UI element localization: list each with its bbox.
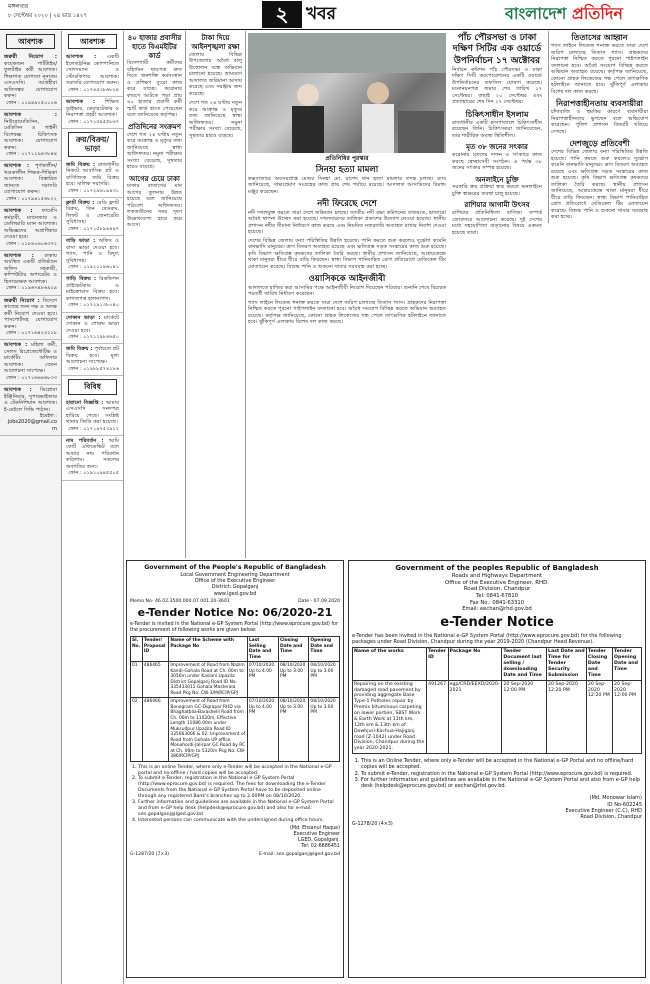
classified-ad-title: আবশ্যক : [4, 342, 32, 349]
masthead-day: মঙ্গলবার [8, 3, 29, 10]
classifieds-column-1 [0, 31, 62, 984]
story-body: রাজধানীর একটি হাসপাতালে চিকিৎসাধীন রয়েছেন তিনি। চিকিৎসকরা জানিয়েছেন, তার শারীরিক অবস্থা স্থিতিশীল। [452, 119, 542, 139]
table-header-cell: Tender/ Proposal ID [142, 637, 168, 662]
tender-note: 3. Further information and guidelines are available in the National e-GP System Portal and from e-GP help desk (helpdesk@eprocure.gov.bd) and also for e-mail: sen.gopalganj@lged.gov.bd [138, 800, 340, 818]
photo-caption: প্রতিনিধির পুরস্কার [325, 155, 369, 162]
classified-ad-phone: ফোন : ০১৭৯৪১৫৬৮২২ [6, 195, 57, 202]
table-cell: 08/10/2020 Up to 3.00 PM [309, 698, 340, 762]
story-body: নির্বাচন কমিশন পাঁচ পৌরসভা ও ঢাকা দক্ষিণ সিটি করপোরেশনের একটি ওয়ার্ডে উপনির্বাচনের তফসিল ঘোষণা করেছে। মনোনয়নপত্র জমার শেষ তারিখ ১৭ সেপ্টেম্বর। বাছাই ২০ সেপ্টেম্বর এবং প্রত্যাহারের শেষ দিন ২৭ সেপ্টেম্বর। [452, 66, 542, 106]
story-right-box [548, 31, 650, 223]
story-body: সরকারি ক্রয় প্রক্রিয়া স্বচ্ছ করতে অনলাইনে চুক্তি স্বাক্ষরের ব্যবস্থা চালু হয়েছে। [452, 184, 542, 197]
classified-ad-text: নিউরোমেডিসিন, মেডিসিন ও গাইনী বিশেষজ্ঞ চিকিৎসক আবশ্যক। যোগাযোগ করুন। [4, 118, 57, 151]
signature-office: Road Division, Chandpur [580, 814, 642, 821]
tender-tel: Tel: 0841-67810 [476, 593, 518, 599]
classified-ad-title: আবশ্যক : [4, 252, 45, 259]
news-column-b [186, 31, 246, 558]
tender-office: Office of the Executive Engineer [194, 578, 276, 584]
classified-ad-title: জরুরী নিয়োগ : [4, 54, 57, 61]
classified-ad-text: একটি ইলেকট্রনিক্স কোম্পানিতে সেলসম্যান ও স্টোরকিপার আবশ্যক। সরাসরি যোগাযোগ করুন। [66, 54, 119, 87]
story-body: রাশিয়ার প্রতিনিধিদল বাণিজ্য সম্পর্ক জোরদারে আলোচনা করেছে। দুই দেশের মধ্যে সহযোগিতা বাড়ানোর বিষয়ে একমত হয়েছে তারা। [452, 210, 542, 236]
table-cell: Improvement of Road from Bonogram GC-Digrapar RHD via Bhaghatbila-Barashelil Road from Ch. 00m to 11020m, Effective Length 11086.00m under Muksudpur Upazila Road ID 335663006 & 02. Improvement of Road from Gohala UP office Monohordi-Jalirpar GC Road by RC at Ch. 00m to 5320m Pkg No. CW-386/RCIP/GPJ [170, 699, 246, 760]
table-cell: 20 Sep-2020 12:20 PM [546, 680, 586, 754]
classified-ad [0, 296, 61, 341]
classified-ad-title: আবশ্যক : [4, 112, 57, 119]
table-header-cell: Tender ID [427, 648, 448, 680]
tender-intro: e-Tender has been invited in the National e-GP System Portal (http://www.eprocure.gov.bd) for the following packages under Road Division, Chandpur during the year 2019-2020 (Chandpur Head Revenue). [352, 632, 622, 645]
classified-ad-text: আমার এসএসসি সনদপত্র হারিয়ে গেছে। সংশ্লিষ্ট থানায় জিডি করা হয়েছে। [66, 399, 119, 425]
tender-notice-rhd [348, 560, 646, 978]
story-body: বিদেশগামী কর্মীদের বহির্গমন ছাড়পত্র দ্রুত দিতে জনশক্তি কর্মসংস্থান ও প্রশিক্ষণ ব্যুরো কাজ করে যাচ্ছে। করোনার কারণে আটকে পড়া প্রায় ৪০ হাজার প্রবাসী কর্মী স্মার্ট কার্ড হাতে পেয়েছেন বলে জানিয়েছে কর্তৃপক্ষ। [127, 60, 182, 119]
story-body-continued: গ্যাস লাইনে লিকেজ শনাক্ত করতে সারা দেশে জরিপ চালাচ্ছে তিতাস গ্যাস। গ্রাহকদের নিরাপত্তা নিশ্চিত করতে পুরনো পাইপলাইন বদলানো হবে। অবৈধ সংযোগ বিচ্ছিন্ন করতে অভিযান অব্যাহত রয়েছে। কর্তৃপক্ষ জানিয়েছে, কোনো গ্রাহক লিকেজের গন্ধ পেলে তাৎক্ষণিক হটলাইনে জানাতে হবে। ঝুঁকিপূর্ণ এলাকায় বিশেষ দল কাজ করছে। [248, 299, 446, 326]
story-title: তিতাসের আহ্বান [571, 33, 628, 42]
classifieds-heading-2: আবশ্যক [68, 34, 117, 49]
table-row [131, 662, 340, 698]
photo-person-head [297, 84, 319, 106]
classified-ad-text: অফিস ও বাসা ভাড়া দেওয়া হবে। গ্যাস, পানি ও বিদ্যুৎ সুবিধাসহ। [66, 238, 119, 264]
tender-notes [130, 765, 340, 824]
tender-memo: Memo No- 46.02.3500.000.07.001.20-3601 [130, 598, 230, 604]
tender-note: 1. This is an Online Tender, where only e-Tender will be accepted in the National e-GP Portal and no offline/hard copies will be accepted. [361, 758, 642, 771]
story-title: নিরাপত্তাহীনতায় ব্যবসায়ীরা [556, 99, 643, 108]
classified-ad-text: রিকন্ডিশন প্রাইভেটকার ও মাইক্রোবাস বিক্রয় হবে। কাগজপত্র হালনাগাদ। [66, 276, 119, 302]
story-title: ওয়াসিককে আইনজীবী [308, 274, 386, 285]
table-cell: 08/10/2020 Up to 3.00 PM [278, 698, 308, 762]
story-title: অনলাইনে চুক্তি [475, 175, 519, 184]
story-body-continued: দেশের বিভিন্ন জেলায় বন্যা পরিস্থিতির উন্নতি হয়েছে। পানি কমতে শুরু করলেও দুর্ভোগ কমেনি বানভাসি মানুষের। ত্রাণ বিতরণ অব্যাহত রয়েছে এবং ক্ষতিগ্রস্ত সড়ক সংস্কারের কাজ শুরু হয়েছে। কৃষি বিভাগ ক্ষতিগ্রস্ত কৃষকদের তালিকা তৈরি করছে। স্থানীয় প্রশাসন জানিয়েছে, আশ্রয়কেন্দ্রে থাকা মানুষরা ধীরে ধীরে বাড়ি ফিরছেন। স্বাস্থ্য বিভাগ পানিবাহিত রোগ প্রতিরোধে মেডিকেল টিম মোতায়েন করেছে। বিশুদ্ধ পানি ও শুকনো খাবার সরবরাহ করা হচ্ছে। [248, 237, 446, 270]
table-cell: 08/10/2020 Up to 3.00 PM [278, 662, 308, 698]
table-cell: 07/10/2020 Up to 4.00 PM [247, 698, 278, 762]
classified-ad [0, 206, 61, 251]
table-header-cell: Tender Opening Date and Time [613, 648, 642, 680]
story-body: জেলার বিভিন্ন উপজেলায় অবৈধ বালু উত্তোলন বন্ধে অভিযান চালানো হয়েছে। ভ্রাম্যমাণ আদালত জরিমানা আদায় করেছে এবং সরঞ্জাম জব্দ করেছে। [189, 51, 242, 97]
news-column-a [124, 31, 186, 558]
photo-person-head [367, 82, 389, 104]
tender-memo-row [130, 599, 340, 605]
tender-gov: Government of the peoples Republic of Bangladesh [395, 564, 599, 572]
table-cell: Repairing on the existing damaged road pavement by providing aggregate Base Type-1 Potholes repair by Premix bituminous carpeting on lower portion, SBST Work & Earth Work at 11th km, 12th km & 13th km of Dowhjuri-Kachua-Hajiganj road (Z-1042) under Road Division, Chandpur during the year 2020-2021. [353, 680, 427, 754]
classified-ad-text: মহিলা কর্মী, সেলস রিপ্রেজেন্টেটিভ ও মার্কেটিং অফিসার আবশ্যক। বেতন আলোচনা সাপেক্ষে। [4, 342, 57, 375]
table-row [353, 680, 642, 754]
table-header-cell: Tender Document last selling / downloading Date and Time [502, 648, 547, 680]
tender-intro: e-Tender is invited in the National e-GP System Portal (http://www.eprocure.gov.bd) for the procurement of following works are given below: [130, 622, 338, 634]
tender-ref: G-1287/20 (7×3) [130, 852, 170, 858]
tender-district: District: Gopalganj [211, 584, 259, 591]
classified-ad-text: বিদেশে কাজের জন্য দক্ষ ও অদক্ষ কর্মী নিয়োগ দেওয়া হবে। পাসপোর্টসহ যোগাযোগ করুন। [4, 297, 57, 330]
signature-title: Executive Engineer (C.C), RHD [565, 807, 642, 814]
photo-person-body [292, 106, 324, 153]
table-cell: 486465 [142, 662, 168, 698]
brand-logo-part2: প্রতিদিন [571, 4, 623, 23]
classified-ad-phone: ফোন : ০১৭১৫৪৫৫৮৬৭ [68, 118, 119, 125]
story-title: দেশজুড়ে প্রতিবেশী [569, 139, 630, 148]
table-cell: Improvement of Road from Nazim Kandi-Gohala Road at Ch. 00m to 3056m under Kasiani Upazila District Gopalganj Road ID No. 335433011 Gohala Masterala Road Pkg No: CW-3/M/RCIP/GPJ [169, 662, 248, 698]
classified-ad [0, 340, 61, 385]
classified-ad-title: জমি বিক্রয় : [66, 161, 99, 168]
classified-ad [62, 344, 123, 376]
classified-ad-phone: ফোন : ০১৯২০১৪৬০৪১ [68, 264, 119, 271]
story-title: মৃত ৩৮ জনের সৎকার [466, 143, 528, 152]
classified-ad [62, 52, 123, 97]
brand-logo-part1: বাংলাদেশ [505, 4, 572, 23]
classified-ad-phone: ফোন : ০১৭১৬৪২৩২১৮ [6, 330, 57, 337]
tender-gov: Government of the People's Republic of Bangladesh [144, 564, 326, 571]
news-photo-figures [248, 33, 446, 153]
table-header-cell: Sl. No. [131, 637, 143, 662]
classified-ad [62, 436, 123, 481]
story-body: নদী দখলমুক্ত করতে সারা দেশে অভিযান চলছে। জাতীয় নদী রক্ষা কমিশনের তথ্যমতে, হাজারো অবৈধ স্থাপনা উচ্ছেদ করা হয়েছে। দখলদারদের তালিকা প্রকাশের উদ্যোগ নেওয়া হয়েছে। স্থানীয় প্রশাসন নদীর সীমানা নির্ধারণে কাজ করছে এবং নিয়মিত নজরদারি অব্যাহত রাখার নির্দেশ দেওয়া হয়েছে। [248, 209, 446, 236]
classified-ad-text: পূর্বাচলে প্লট বিক্রয় হবে। মূল্য আলোচনা সাপেক্ষে। [66, 346, 120, 366]
classified-ad-title: আবশ্যক : [4, 208, 42, 215]
tender-title: e-Tender Notice [440, 614, 554, 630]
classified-ad [62, 274, 123, 312]
tender-signature [352, 795, 642, 820]
classified-ad-title: গাড়ি বিক্রয় : [66, 276, 100, 283]
signature-tel: Tel: 02-6686451 [301, 844, 340, 850]
classified-ad-phone: ফোন : ০১৭৪৫৩৮৬৮২৪ [68, 86, 119, 93]
classified-ad-title: দোকান ভাড়া : [66, 314, 104, 321]
signature-id: ID No-602245 [607, 801, 642, 808]
story-title: প্রতিদিনের সংক্রমণ [127, 122, 182, 131]
tender-table-header [131, 637, 340, 662]
table-cell: 20 Sep-2020 12:00 PM [613, 680, 642, 754]
tender-office: Office of the Executive Engineer, RHD. [445, 579, 549, 586]
classified-ad [62, 160, 123, 198]
tender-note: 3. For further information and guidelines are available in the National e-GP System Portal and also from e-GP help desk (helpdesk@eprocure.gov.bd) or eechan@rhd.gov.bd. [361, 777, 642, 790]
classified-ad-text: পূর্ণকালীন/খণ্ডকালীন শিক্ষক-শিক্ষিকা আবশ্যক। বিস্তারিত জানতে সরাসরি যোগাযোগ করুন। [4, 163, 57, 196]
classified-ad-title: আবশ্যক : [66, 99, 105, 106]
classified-ad-phone: ফোন : ০১৯৪৯২৫০০০৬ [6, 99, 57, 106]
tender-email: Email: eechan@rhd.gov.bd [462, 606, 532, 612]
story-body: গ্যাস লাইনে লিকেজ শনাক্ত করতে সারা দেশে জরিপ চালাচ্ছে তিতাস গ্যাস। গ্রাহকদের নিরাপত্তা নিশ্চিত করতে পুরনো পাইপলাইন বদলানো হবে। অবৈধ সংযোগ বিচ্ছিন্ন করতে অভিযান অব্যাহত রয়েছে। কর্তৃপক্ষ জানিয়েছে, কোনো গ্রাহক লিকেজের গন্ধ পেলে তাৎক্ষণিক হটলাইনে জানাতে হবে। ঝুঁকিপূর্ণ এলাকায় বিশেষ দল কাজ করছে। [551, 43, 648, 95]
classified-ad-text: মার্কেটে দোকান ও শোরুম ভাড়া দেওয়া হবে। [66, 314, 119, 334]
table-cell: 486466 [142, 698, 168, 762]
story-title: ৪০ হাজার প্রবাসীর হাতে বিএমইটির কার্ড [127, 34, 182, 60]
table-cell: 20 Sep-2020 12:20 PM [586, 680, 612, 754]
masthead-date: ৮ সেপ্টেম্বর ২০২০ | ২৪ ভাদ্র ১৪২৭ [8, 13, 87, 19]
tender-signature [130, 826, 340, 850]
table-header-cell: Tender Closing Date and Time [586, 648, 612, 680]
story-title: টাকা দিয়ে আইনশৃঙ্খলা রক্ষা [191, 34, 240, 51]
tender-web: www.lged.gov.bd [213, 590, 257, 597]
tender-notice-lged [126, 560, 344, 978]
story-body: দেশের বিভিন্ন জেলায় বন্যা পরিস্থিতির উন্নতি হয়েছে। পানি কমতে শুরু করলেও দুর্ভোগ কমেনি বানভাসি মানুষের। ত্রাণ বিতরণ অব্যাহত রয়েছে এবং ক্ষতিগ্রস্ত সড়ক সংস্কারের কাজ শুরু হয়েছে। কৃষি বিভাগ ক্ষতিগ্রস্ত কৃষকদের তালিকা তৈরি করছে। স্থানীয় প্রশাসন জানিয়েছে, আশ্রয়কেন্দ্রে থাকা মানুষরা ধীরে ধীরে বাড়ি ফিরছেন। স্বাস্থ্য বিভাগ পানিবাহিত রোগ প্রতিরোধে মেডিকেল টিম মোতায়েন করেছে। বিশুদ্ধ পানি ও শুকনো খাবার সরবরাহ করা হচ্ছে। [551, 149, 648, 220]
classified-ad-text: ফার্মেসি কর্মচারী, ম্যানেজার ও ডেলিভারি ম্যান আবশ্যক। অভিজ্ঞদের অগ্রাধিকার দেওয়া হবে। [4, 208, 57, 241]
story-body: করোনায় মৃতদের দাফন ও সৎকারে কাজ করছে স্বেচ্ছাসেবী সংগঠন। এ পর্যন্ত ৩৮ জনের সৎকার সম্পন্ন হয়েছে। [452, 152, 542, 171]
story-title: নদী ফিরেছে দেশে [317, 199, 377, 210]
tender-note: 2. To submit e-Tender, registration in the National e-GP System Portal (http://www.eprocure.gov.bd) is required. [361, 771, 642, 777]
table-header-cell: Last Date and Time for Tender Security Submission [546, 648, 586, 680]
classifieds-list [0, 52, 61, 436]
classified-ad-title: জমি বিক্রয় : [66, 346, 95, 353]
classified-ad-text: ঢাকায় অবস্থিত একটি প্রতিষ্ঠানে অফিস সহকারী, কম্পিউটার অপারেটর ও হিসাবরক্ষক আবশ্যক। [4, 252, 57, 285]
classified-ad-title: ফ্ল্যাট বিক্রয় : [66, 199, 97, 206]
story-title: পাঁচ পৌরসভা ও ঢাকা দক্ষিণ সিটির এক ওয়ার্ডে উপনির্বাচন ১৭ অক্টোবর [452, 33, 542, 66]
story-body-continued: দেশে গত ২৪ ঘণ্টায় নতুন করে আক্রান্ত ও মৃত্যুর তথ্য জানিয়েছে স্বাস্থ্য অধিদফতর। নমুনা পরীক্ষার সংখ্যা বেড়েছে, সুস্থতার হারও বাড়ছে। [189, 100, 242, 139]
tender-table [352, 647, 642, 754]
classified-ad [0, 385, 61, 436]
classifieds-heading-misc: বিবিধ [68, 379, 117, 394]
classified-ad-title: আবশ্যক : [4, 387, 41, 394]
table-header-cell: Last Selling Date and Time [247, 637, 278, 662]
classified-ad-phone: ফোন : ০১৭১৯৭৫৩৯১২ [68, 425, 119, 432]
table-header-cell: Closing Date and Time [278, 637, 308, 662]
story-title: আগের চেয়ে ঢাকা [129, 174, 180, 183]
classified-ad [62, 236, 123, 274]
photo-person-body [362, 104, 394, 153]
classifieds-list-misc [62, 398, 123, 481]
signature-office: LGED, Gopalganj. [297, 838, 340, 844]
classified-ad-title: আবশ্যক : [66, 54, 108, 61]
table-header-cell: Name of the Scheme with Package No [169, 637, 248, 662]
table-header-cell: Opening Date and Time [309, 637, 340, 662]
signature-name: (Md. Monowar Islam) [589, 795, 642, 802]
table-cell: egp/CRD/EEXD/2020-2021 [448, 680, 502, 754]
tender-note: 1. This is an online Tender, where only e-Tender will be accepted in the National e-GP portal and no offline / hard copies will be accepted. [138, 765, 340, 777]
story-body: ঢাকার বাতাসের মান আগের তুলনায় উন্নত হয়েছে বলে জানিয়েছে পরিবেশ অধিদফতর। লকডাউনের সময় দূষণ উল্লেখযোগ্য হারে কমে আসে। [127, 183, 182, 229]
classified-ad-text: আমি কোর্ট এফিডেভিট বলে আমার নাম পরিবর্তন করিলাম। সকলের অবগতির জন্য। [66, 437, 119, 470]
classified-ad-text: রেডি ফ্ল্যাট বিক্রয়, তিন বেডরুম, লিফট ও জেনারেটর সুবিধাসহ। [66, 199, 119, 226]
table-cell: 08/10/2020 Up to 3.00 PM [309, 662, 340, 698]
tender-table-body [131, 662, 340, 762]
classified-ad-phone: ফোন : ০১৭২৯১৩৮০৪০ [68, 302, 119, 309]
classified-ad [62, 313, 123, 345]
classified-ad-title: হারানো বিজ্ঞপ্তি : [66, 399, 106, 406]
table-cell: 07/10/2020 Up to 4.00 PM [247, 662, 278, 698]
classified-ad-phone: ফোন : ০১৮৪০৬০৬৩৭২ [6, 240, 57, 247]
tender-notes [352, 758, 642, 789]
masthead [0, 0, 650, 30]
page-number-badge: ২ [262, 1, 302, 28]
table-row [131, 698, 340, 762]
tender-dept: Local Government Engineering Department [180, 571, 290, 578]
news-center-block [248, 165, 446, 558]
news-right-top [450, 31, 650, 558]
classified-ad-title: বাড়ি ভাড়া : [66, 238, 99, 245]
table-header-cell: Name of the works [353, 648, 427, 680]
classified-ad [0, 52, 61, 110]
tender-fax: Fax No.: 0841-63310 [470, 599, 524, 606]
classifieds-heading-buysell: ক্রয়/বিক্রয়/ভাড়া [68, 132, 117, 157]
classified-ad-phone: ফোন : ০১৯৮৮৫৭৪১৮৬ [68, 365, 119, 372]
classified-ad-title: জরুরী নিয়োগ : [4, 297, 43, 304]
classified-ad [62, 97, 123, 129]
tender-dept: Roads and Highways Department [451, 572, 543, 579]
tender-footer-row [130, 852, 340, 858]
story-body: চাঁদাবাজি ও হুমকির কারণে ব্যবসায়ীরা নিরাপত্তাহীনতায় ভুগছেন বলে অভিযোগ করেছেন। পুলিশ প্রশাসন বিষয়টি খতিয়ে দেখছে। [551, 109, 648, 135]
story-title: সিনহা হত্যা মামলা [315, 165, 379, 175]
table-cell: 491267 [427, 680, 448, 754]
classifieds-list-buysell [62, 160, 123, 377]
tender-ref: G-1278/20 (4×3) [352, 822, 393, 828]
signature-name: (Md. Ehsanul Haque) [289, 826, 340, 832]
classified-ad-text: ডিপ্লোমা ইঞ্জিনিয়ার, সুপারভাইজার ও টেকনিশিয়ান আবশ্যক। ই-মেইলে সিভি পাঠান। [4, 387, 57, 413]
signature-title: Executive Engineer [293, 832, 340, 838]
classified-ad-phone: ইমেইল : jobs2020@gmail.com [7, 413, 57, 432]
table-cell: 20 Sep-2020 12:00 PM [502, 680, 547, 754]
photo-banner [248, 33, 446, 73]
table-header-cell: Package No [448, 648, 502, 680]
story-body: কক্সবাজারে অবসরপ্রাপ্ত মেজর সিনহা মো. রাশেদ খান হত্যা মামলার তদন্ত চলছে। র‍্যাব জানিয়েছে, সাক্ষ্যপ্রমাণ সংগ্রহের কাজ প্রায় শেষ পর্যায়ে রয়েছে। আদালত আসামিদের রিমান্ড মঞ্জুর করেছেন। [248, 175, 446, 195]
classified-ad [62, 398, 123, 436]
classified-ad-phone: ফোন : ০১৭২৯৬১৯৪৩১ [68, 187, 119, 194]
classifieds-heading: আবশ্যক [6, 34, 55, 49]
classified-ad-phone: ফোন : ০১৭১২৯৮৪৬৫০ [68, 334, 119, 341]
table-cell: 01 [131, 662, 143, 698]
classified-ad-phone: ফোন : ০১৭১২৯৪৩৮৪৪ [6, 151, 57, 158]
tender-memo-date: Date - 07.09.2020 [298, 598, 340, 604]
classified-ad-text: শিক্ষিত ড্রাইভার, কেয়ারটেকার ও নিরাপত্তা প্রহরী আবশ্যক। [66, 99, 119, 119]
tender-title: e-Tender Notice No: 06/2020-21 [137, 606, 333, 620]
classifieds-list-2 [62, 52, 123, 129]
classified-ad-title: নাম পরিবর্তন : [66, 437, 109, 444]
tender-table [130, 636, 340, 762]
tender-table-header [353, 648, 642, 680]
brand-logo [505, 4, 623, 24]
tender-email: E-mail: sen.gopalganj@lged.gov.bd [258, 852, 340, 858]
classified-ad [0, 110, 61, 161]
news-photo [248, 33, 446, 153]
classified-ad [0, 251, 61, 296]
classified-ad-phone: ফোন : ০১৯৬৭৪৮৬৯২৯ [6, 285, 57, 292]
tender-note: 2. To submit e-Tender, registration in the National e-GP System Portal (http://www.eprocure.gov.bd) is required. The fees for downloading the e-Tender Documents from the National e-GP System Portal have to be deposited online through any registered Bank's branches up to 2.00PM on 08/10/2020. [138, 776, 340, 800]
classified-ad-title: আবশ্যক : [4, 163, 35, 170]
tender-note: 4. Interested persons can communicate with the undersigned during office hours. [138, 818, 340, 824]
story-title: চিকিৎসাধীন ইসলাম [465, 109, 529, 119]
story-lead-box [450, 31, 544, 238]
photo-podium [398, 111, 444, 153]
classified-ad-text: রাজধানীর নিকটে আবাসিক প্লট ও বাণিজ্যিক জমি বিক্রয় হবে। মালিক সরাসরি। [66, 161, 119, 188]
story-body: দেশে গত ২৪ ঘণ্টায় নতুন করে আক্রান্ত ও মৃত্যুর তথ্য জানিয়েছে স্বাস্থ্য অধিদফতর। নমুনা পরীক্ষার সংখ্যা বেড়েছে, সুস্থতার হারও বাড়ছে। [127, 131, 182, 170]
classified-ad-phone: ফোন : ০১৭১৫৮৯৪৪৯৭ [68, 225, 119, 232]
classifieds-column-2 [62, 31, 124, 984]
classified-ad-text: কয়েকজন পার্টটাইম/ফুলটাইম কর্মী আবশ্যক। শিক্ষাগত যোগ্যতা নূন্যতম এসএসসি। আগ্রহীরা অতিসত্বর যোগাযোগ করুন। [4, 60, 57, 100]
section-title: খবর [306, 4, 336, 24]
table-cell: 02 [131, 698, 143, 762]
classified-ad [0, 161, 61, 206]
story-title: রাশিয়ার আগামী উৎসব [464, 201, 530, 210]
classified-ad [62, 198, 123, 236]
classified-ad-phone: ফোন : ০১৯১০৯৪৫৫০৫ [68, 470, 119, 477]
classified-ad-phone: ফোন : ০১৭১৬৬৪৬৮৩৩ [6, 374, 57, 381]
story-body: আদালতে হাজির করা আসামির পক্ষে আইনজীবী নিয়োগ দিয়েছেন পরিবার। শুনানি শেষে বিচারক পরবর্তী তারিখ নির্ধারণ করেছেন। [248, 284, 446, 298]
tender-division: Road Division, Chandpur [463, 586, 531, 593]
